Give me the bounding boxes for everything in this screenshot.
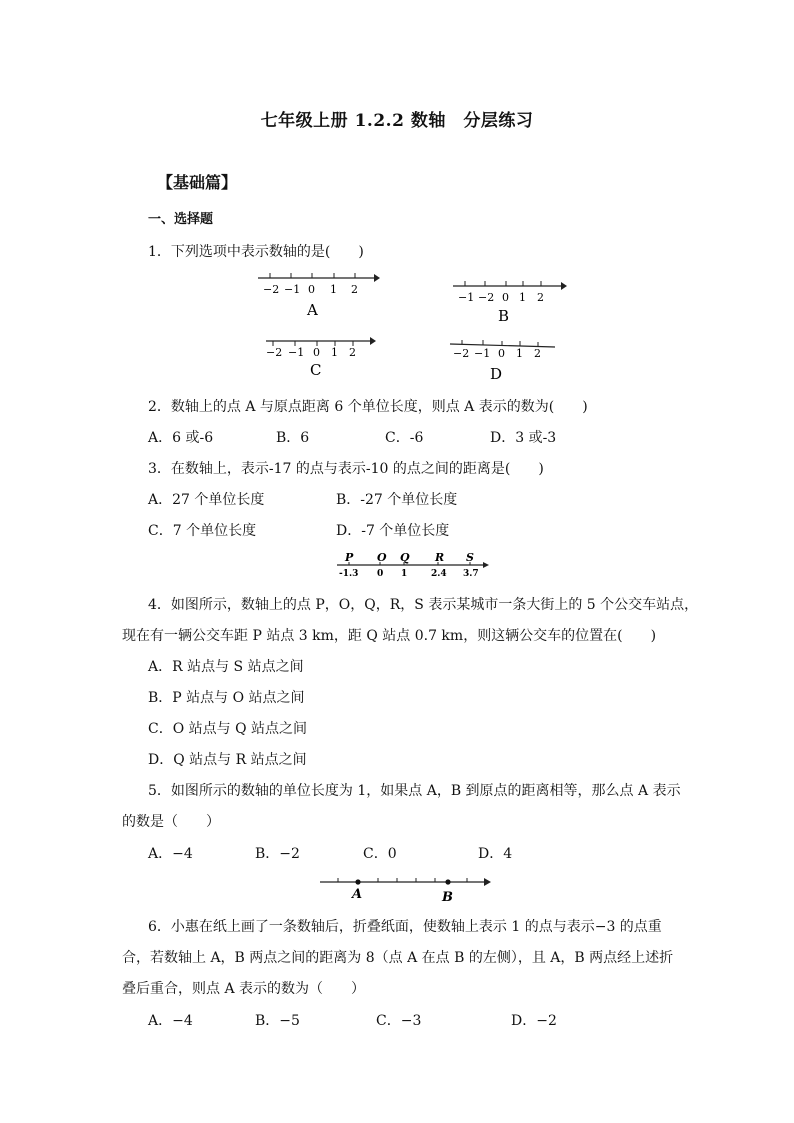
tick-label: 0	[313, 346, 320, 359]
arrow-icon	[374, 274, 380, 282]
tick-label: 1	[519, 291, 526, 304]
question-6-option-d[interactable]: D．−2	[511, 1013, 557, 1029]
option-label: A	[307, 301, 318, 319]
question-5-option-c[interactable]: C．0	[363, 846, 397, 862]
question-6-option-a[interactable]: A．−4	[148, 1013, 193, 1029]
question-5-option-a[interactable]: A．−4	[148, 846, 193, 862]
question-4-text-line-2: 现在有一辆公交车距 P 站点 3 km，距 Q 站点 0.7 km，则这辆公交车的位置在( )	[122, 628, 657, 644]
tick-label: 1	[330, 283, 337, 296]
question-4-option-d[interactable]: D．Q 站点与 R 站点之间	[148, 752, 307, 768]
arrow-icon	[484, 878, 491, 886]
question-2-option-a[interactable]: A．6 或-6	[148, 430, 214, 446]
part-heading: 一、选择题	[148, 212, 214, 227]
question-5-text-line-1: 5．如图所示的数轴的单位长度为 1，如果点 A，B 到原点的距离相等，那么点 A 表示	[148, 783, 681, 799]
question-5-option-b[interactable]: B．−2	[255, 846, 300, 862]
question-4-option-b[interactable]: B．P 站点与 O 站点之间	[148, 690, 305, 706]
stop-value: 2.4	[431, 569, 447, 579]
option-label: B	[498, 307, 510, 325]
arrow-icon	[483, 562, 489, 568]
option-label: D	[490, 365, 503, 383]
question-3-text: 3．在数轴上，表示-17 的点与表示-10 的点之间的距离是( )	[148, 461, 544, 477]
stop-letter: Q	[400, 551, 410, 564]
stop-value: 0	[377, 569, 384, 579]
question-6-option-c[interactable]: C．−3	[376, 1013, 422, 1029]
stop-letter: O	[377, 551, 387, 564]
figure-1c-number-line	[258, 332, 388, 382]
figure-1b-number-line	[445, 276, 585, 328]
tick-label: 0	[498, 347, 505, 360]
question-6-text-line-3: 叠后重合，则点 A 表示的数为（ ）	[122, 981, 366, 997]
stop-letter: P	[345, 551, 354, 564]
tick-label: −2	[263, 283, 280, 296]
figure-1d-number-line	[445, 336, 565, 386]
figure-1a-number-line	[250, 268, 390, 320]
tick-label: 1	[516, 347, 523, 360]
figure-5-number-line	[318, 870, 494, 906]
stop-value: 3.7	[463, 569, 479, 579]
tick-label: −2	[478, 291, 495, 304]
tick-label: −2	[266, 346, 283, 359]
question-2-option-c[interactable]: C．-6	[385, 430, 424, 446]
point-a	[355, 879, 360, 884]
tick-label: 2	[351, 283, 358, 296]
tick-label: −1	[474, 347, 491, 360]
tick-label: −1	[458, 291, 475, 304]
stop-letter: S	[466, 551, 474, 564]
tick-label: 2	[349, 346, 356, 359]
tick-label: 2	[537, 291, 544, 304]
point-label: A	[352, 887, 363, 902]
question-5-option-d[interactable]: D．4	[478, 846, 513, 862]
tick-label: 2	[534, 347, 541, 360]
question-6-option-b[interactable]: B．−5	[255, 1013, 300, 1029]
question-4-text-line-1: 4．如图所示，数轴上的点 P，O，Q，R，S 表示某城市一条大街上的 5 个公交车站点，	[148, 597, 699, 613]
question-6-text-line-1: 6．小惠在纸上画了一条数轴后，折叠纸面，使数轴上表示 1 的点与表示−3 的点重	[148, 919, 662, 935]
question-3-option-d[interactable]: D．-7 个单位长度	[336, 523, 450, 539]
stop-letter: R	[435, 551, 445, 564]
page-title: 七年级上册 1.2.2 数轴 分层练习	[260, 111, 534, 131]
point-label: B	[442, 890, 453, 905]
question-4-option-a[interactable]: A．R 站点与 S 站点之间	[148, 659, 304, 675]
question-2-option-d[interactable]: D．3 或-3	[490, 430, 557, 446]
question-6-text-line-2: 合，若数轴上 A，B 两点之间的距离为 8（点 A 在点 B 的左侧），且 A，B 两点经上述折	[122, 950, 674, 966]
question-4-option-c[interactable]: C．O 站点与 Q 站点之间	[148, 721, 308, 737]
question-2-text: 2．数轴上的点 A 与原点距离 6 个单位长度，则点 A 表示的数为( )	[148, 399, 588, 415]
tick-label: −2	[453, 347, 470, 360]
option-label: C	[310, 361, 322, 379]
question-2-option-b[interactable]: B．6	[276, 430, 310, 446]
tick-label: −1	[288, 346, 305, 359]
tick-label: 0	[502, 291, 509, 304]
arrow-icon	[370, 337, 376, 345]
question-3-option-c[interactable]: C．7 个单位长度	[148, 523, 257, 539]
figure-4-bus-stops-number-line	[333, 551, 493, 581]
question-3-option-a[interactable]: A．27 个单位长度	[148, 492, 265, 508]
section-heading: 【基础篇】	[157, 173, 238, 192]
tick-label: 1	[331, 346, 338, 359]
tick-label: −1	[284, 283, 301, 296]
arrow-icon	[561, 282, 567, 290]
stop-value: -1.3	[339, 569, 359, 579]
question-3-option-b[interactable]: B．-27 个单位长度	[336, 492, 458, 508]
question-1-text: 1．下列选项中表示数轴的是( )	[148, 244, 364, 260]
question-5-text-line-2: 的数是（ ）	[122, 814, 220, 830]
point-b	[445, 879, 450, 884]
tick-label: 0	[308, 283, 315, 296]
stop-value: 1	[401, 569, 408, 579]
